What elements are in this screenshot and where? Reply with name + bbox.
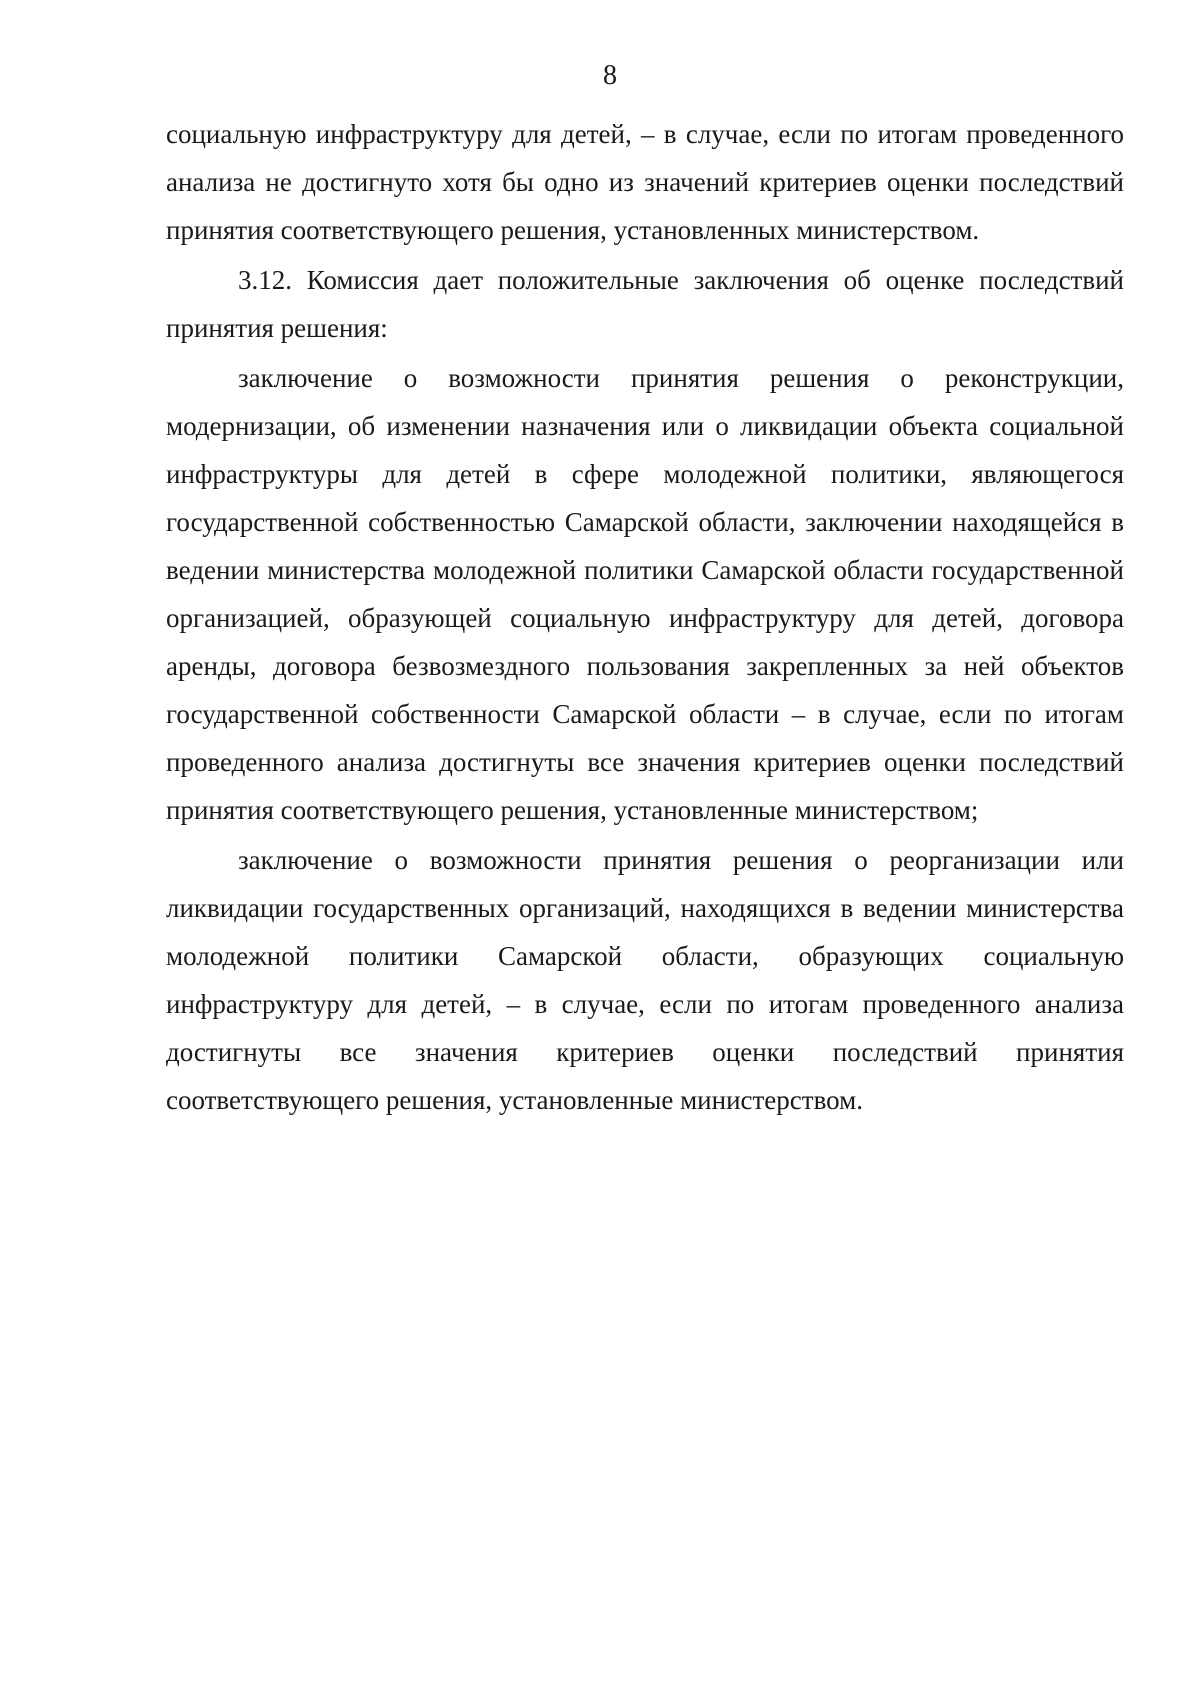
document-body: [166, 110, 1124, 1124]
paragraph-section-3-12: 3.12. Комиссия дает положительные заключения об оценке последствий принятия решения:: [166, 265, 1124, 343]
paragraph-continuation: социальную инфраструктуру для детей, – в случае, если по итогам проведенного анализа не достигнуто хотя бы одно из значений критериев оценки последствий принятия соответствующего решения, установленных министерством.: [166, 119, 1124, 245]
page-number: 8: [603, 60, 617, 91]
paragraph-conclusion-reconstruction: заключение о возможности принятия решения о реконструкции, модернизации, об изменении назначения или о ликвидации объекта социальной инфраструктуры для детей в сфере молодежной политики, являющегося государственной собственностью Самарской области, заключении находящейся в ведении министерства молодежной политики Самарской области государственной организацией, образующей социальную инфраструктуру для детей, договора аренды, договора безвозмездного пользования закрепленных за ней объектов государственной собственности Самарской области – в случае, если по итогам проведенного анализа достигнуты все значения критериев оценки последствий принятия соответствующего решения, установленные министерством;: [166, 363, 1124, 825]
paragraph-conclusion-reorganization: заключение о возможности принятия решения о реорганизации или ликвидации государственных организаций, находящихся в ведении министерства молодежной политики Самарской области, образующих социальную инфраструктуру для детей, – в случае, если по итогам проведенного анализа достигнуты все значения критериев оценки последствий принятия соответствующего решения, установленные министерством.: [166, 845, 1124, 1115]
